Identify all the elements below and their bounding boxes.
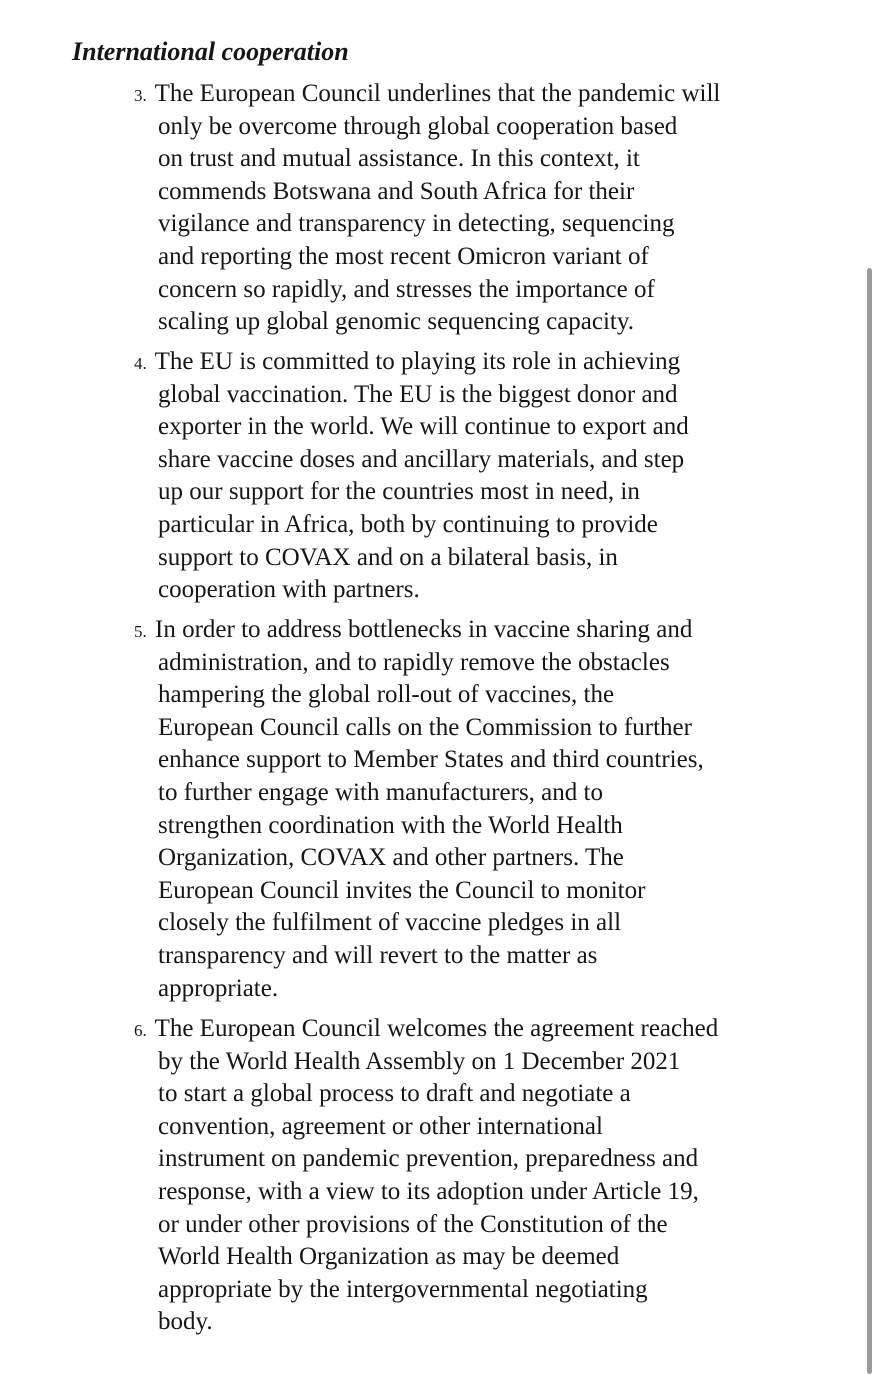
paragraph-line: body. — [158, 1308, 213, 1336]
paragraph-line: 3. The European Council underlines that the pandemic will — [134, 80, 721, 107]
paragraph-line: commends Botswana and South Africa for their — [158, 177, 635, 205]
paragraph-line: European Council invites the Council to monitor — [158, 876, 646, 904]
paragraph-line: global vaccination. The EU is the biggest donor and — [158, 380, 678, 408]
paragraph-line: hampering the global roll-out of vaccines, the — [158, 681, 615, 709]
paragraph-line: only be overcome through global cooperation based — [158, 112, 678, 140]
paragraph-line: enhance support to Member States and third countries, — [158, 746, 704, 774]
paragraph-line: Organization, COVAX and other partners. The — [158, 844, 624, 872]
paragraph-line: appropriate. — [158, 974, 279, 1002]
paragraph-line: closely the fulfilment of vaccine pledges in all — [158, 909, 622, 937]
paragraph-line: 4. The EU is committed to playing its role in achieving — [134, 348, 681, 375]
paragraph-line: convention, agreement or other international — [158, 1112, 603, 1140]
paragraph-line: response, with a view to its adoption under Article 19, — [158, 1177, 699, 1205]
paragraph-line: scaling up global genomic sequencing capacity. — [158, 308, 635, 336]
paragraph-line: to start a global process to draft and negotiate a — [158, 1080, 631, 1108]
paragraph-line: by the World Health Assembly on 1 December 2021 — [158, 1047, 681, 1075]
paragraph-line: World Health Organization as may be deemed — [158, 1243, 620, 1271]
paragraph-line: or under other provisions of the Constitution of the — [158, 1210, 668, 1238]
paragraph-line: concern so rapidly, and stresses the importance of — [158, 275, 655, 303]
paragraph-line: instrument on pandemic prevention, preparedness and — [158, 1145, 699, 1173]
paragraph-line: share vaccine doses and ancillary materials, and step — [158, 445, 685, 473]
paragraph-line: strengthen coordination with the World Health — [158, 811, 623, 839]
paragraph-number: 6. — [134, 1021, 147, 1040]
paragraph-line: to further engage with manufacturers, and to — [158, 778, 603, 806]
paragraph-line: transparency and will revert to the matter as — [158, 941, 598, 969]
paragraph-5 — [134, 614, 704, 1005]
paragraph-4 — [134, 346, 689, 607]
paragraph-line: support to COVAX and on a bilateral basis, in — [158, 543, 618, 571]
paragraph-line: up our support for the countries most in need, in — [158, 478, 640, 506]
section-heading: International cooperation — [72, 37, 349, 66]
paragraph-3 — [134, 78, 721, 339]
paragraph-number: 5. — [134, 622, 147, 641]
paragraph-number: 3. — [134, 86, 147, 105]
paragraph-number: 4. — [134, 354, 147, 373]
paragraph-line: cooperation with partners. — [158, 576, 420, 604]
paragraph-line: administration, and to rapidly remove the obstacles — [158, 648, 670, 676]
paragraph-line: 5. In order to address bottlenecks in vaccine sharing and — [134, 616, 693, 643]
paragraph-line: European Council calls on the Commission to further — [158, 713, 692, 741]
paragraph-line: vigilance and transparency in detecting, sequencing — [158, 210, 675, 238]
scrollbar-thumb[interactable] — [867, 268, 872, 1374]
paragraph-line: exporter in the world. We will continue to export and — [158, 413, 689, 441]
paragraph-line: 6. The European Council welcomes the agreement reached — [134, 1015, 719, 1042]
paragraph-line: particular in Africa, both by continuing to provide — [158, 510, 658, 538]
paragraph-line: on trust and mutual assistance. In this context, it — [158, 145, 640, 173]
paragraph-line: appropriate by the intergovernmental negotiating — [158, 1275, 648, 1303]
paragraph-6 — [134, 1013, 719, 1339]
paragraph-line: and reporting the most recent Omicron variant of — [158, 242, 649, 270]
